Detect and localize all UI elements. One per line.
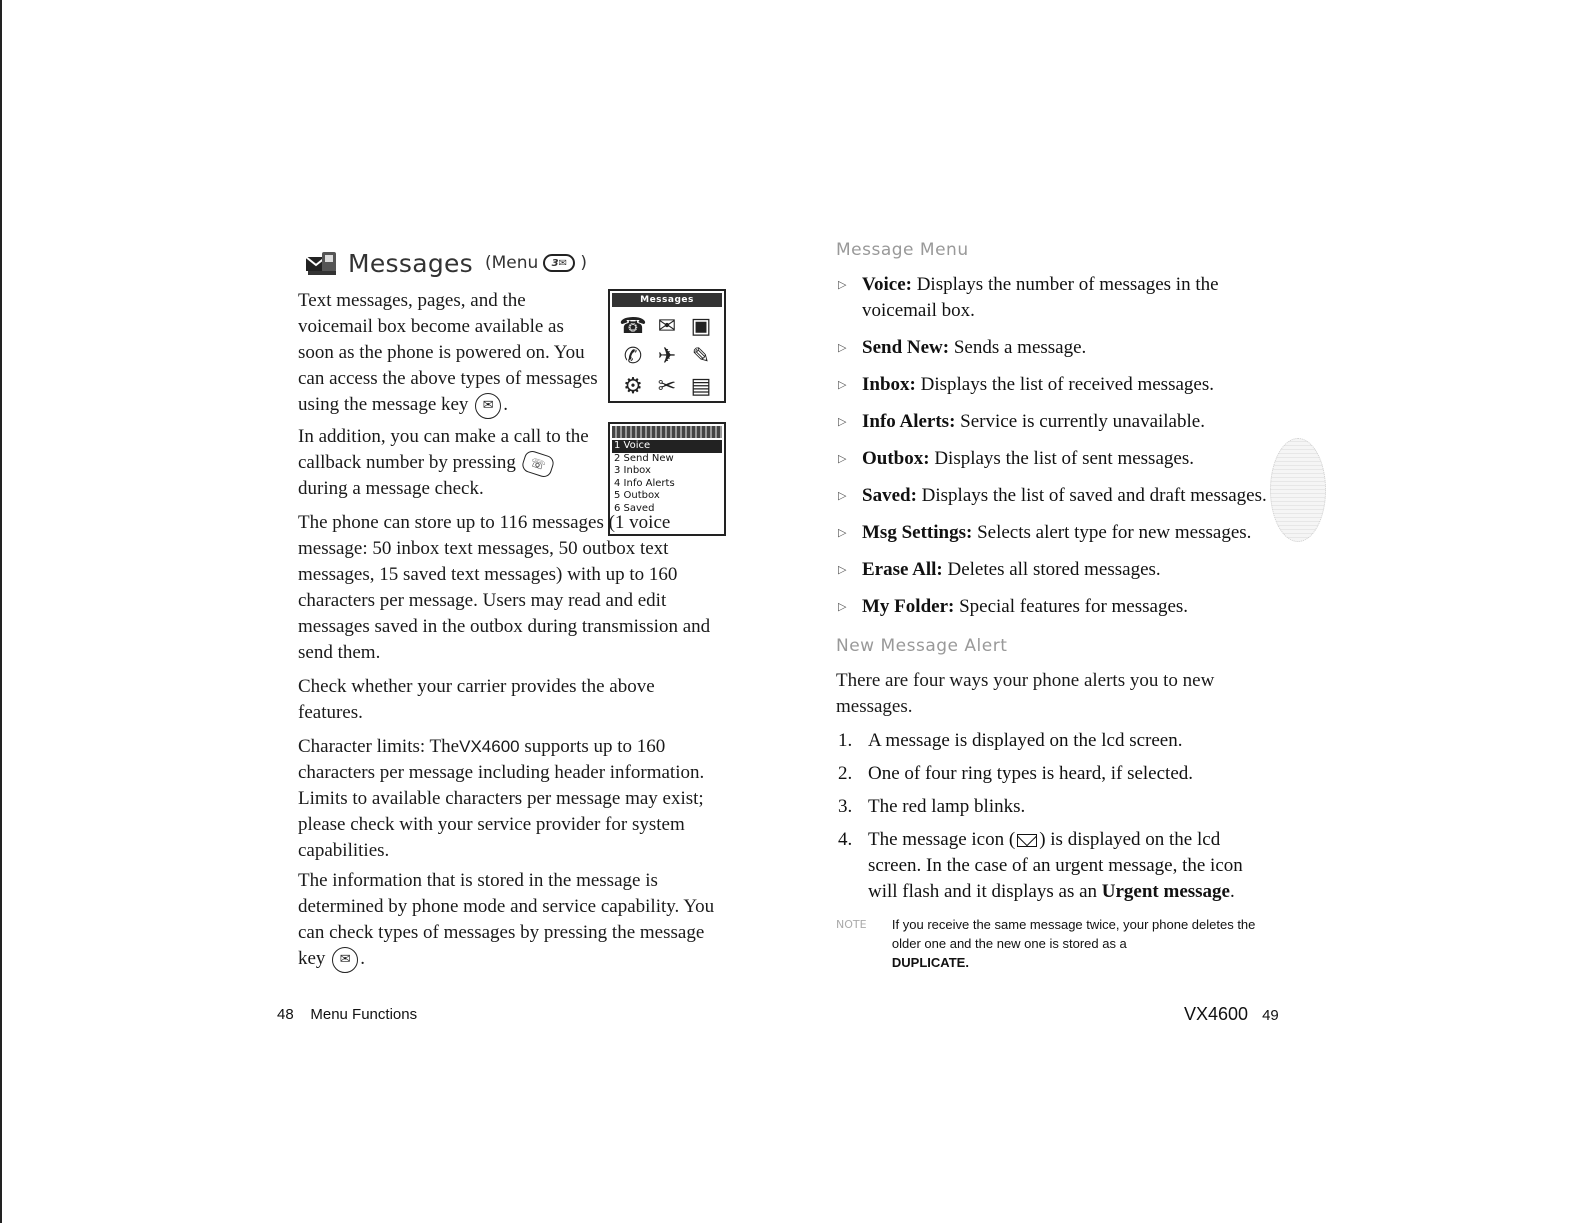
model-name: VX4600 — [1184, 1004, 1249, 1024]
page-number: 48 — [277, 1006, 294, 1023]
phone-screen-messages-grid — [608, 289, 726, 403]
list-item: ▷ Saved: Displays the list of saved and draft messages. — [836, 483, 1276, 509]
list-item: ▷ Outbox: Displays the list of sent messages. — [836, 446, 1276, 472]
right-page — [836, 240, 1276, 972]
list-item: 3. The red lamp blinks. — [838, 796, 1026, 817]
voice-icon: ☎ — [619, 313, 647, 338]
page-edge — [0, 0, 2, 1223]
list-item: ▷ Inbox: Displays the list of received messages. — [836, 372, 1276, 398]
model-name: VX4600 — [459, 737, 520, 756]
saved-icon: ✎ — [691, 343, 711, 368]
list-item: ▷ Erase All: Deletes all stored messages. — [836, 557, 1276, 583]
paragraph-char-limits: Character limits: TheVX4600 supports up to 160 characters per message including header information. Limits to available characters per message may exist; please check with your service provider for system capabilities. — [298, 736, 705, 861]
screen-icon-grid — [610, 309, 724, 403]
list-item: ▷ Send New: Sends a message. — [836, 335, 1276, 361]
triangle-bullet-icon: ▷ — [838, 527, 847, 539]
list-item: ▷ Info Alerts: Service is currently unavailable. — [836, 409, 1276, 435]
footer-left — [277, 1006, 417, 1023]
triangle-bullet-icon: ▷ — [838, 564, 847, 576]
title-menu — [485, 253, 587, 273]
menu-key-number: 3 — [551, 257, 559, 269]
screen-menu-item: 5 Outbox — [614, 490, 660, 501]
triangle-bullet-icon: ▷ — [838, 453, 847, 465]
screen-menu-item: 1 Voice — [612, 440, 722, 453]
screen-menu-item: 2 Send New — [614, 452, 674, 464]
list-item: ▷ Voice: Displays the number of messages in the voicemail box. — [838, 274, 1219, 321]
folder-icon: ▤ — [690, 373, 712, 398]
note — [836, 915, 1276, 972]
paragraph-info: The information that is stored in the message is determined by phone mode and service capability. You can check types of messages by pressing the message key ✉ . — [298, 868, 728, 973]
screen-menu-item: 3 Inbox — [614, 465, 651, 476]
send-new-icon: ✉ — [657, 313, 677, 338]
screen-menu-item: 4 Info Alerts — [614, 477, 675, 489]
info-alerts-icon: ✆ — [623, 343, 643, 368]
triangle-bullet-icon: ▷ — [838, 490, 847, 502]
menu-key-icon: 3 ✉ — [543, 254, 575, 272]
paragraph-callback: In addition, you can make a call to the callback number by pressing ☏ during a message check. — [298, 426, 589, 499]
list-item: ▷ My Folder: Special features for messages. — [836, 594, 1276, 620]
paragraph-carrier: Check whether your carrier provides the above features. — [298, 676, 655, 723]
screen-header: Messages — [612, 293, 722, 307]
envelope-icon — [1017, 834, 1037, 847]
list-item: ▷ Msg Settings: Selects alert type for new messages. — [836, 520, 1276, 546]
message-key-icon: ✉ — [475, 393, 501, 419]
erase-icon: ✂ — [657, 373, 677, 398]
page-number: 49 — [1262, 1007, 1279, 1024]
list-item: 4. The message icon ( ) is displayed on the lcd screen. In the case of an urgent message, the icon will flash and it displays as an Urgent message. — [838, 829, 1243, 902]
message-menu-list — [836, 272, 1276, 620]
list-item: 2. One of four ring types is heard, if selected. — [838, 763, 1194, 784]
triangle-bullet-icon: ▷ — [838, 379, 847, 391]
title-text: Messages — [348, 248, 473, 278]
messages-icon — [304, 249, 340, 277]
list-item: 1. A message is displayed on the lcd screen. — [838, 730, 1183, 751]
paragraph-storage: The phone can store up to 116 messages (1 voice message: 50 inbox text messages, 50 outbox text messages, 15 saved text messages) with up to 160 characters per message. Users may read and edit messages saved in the outbox during transmission and send them. — [298, 512, 711, 663]
triangle-bullet-icon: ▷ — [838, 416, 847, 428]
section-title-new-message-alert: New Message Alert — [836, 636, 1008, 656]
section-name: Menu Functions — [310, 1006, 418, 1023]
outbox-icon: ✈ — [657, 343, 677, 368]
alert-steps — [836, 728, 1276, 905]
binder-hole-mark — [1270, 438, 1326, 542]
section-title-message-menu: Message Menu — [836, 240, 969, 260]
triangle-bullet-icon: ▷ — [838, 601, 847, 613]
title-menu-suffix: ) — [580, 253, 587, 273]
screen-menu-list — [610, 440, 724, 515]
screen-header-bar — [612, 426, 722, 438]
note-label: NOTE — [836, 918, 867, 931]
page-title — [304, 246, 587, 280]
triangle-bullet-icon: ▷ — [838, 342, 847, 354]
alert-intro: There are four ways your phone alerts you to new messages. — [836, 670, 1215, 717]
screen-menu-item: 6 Saved — [614, 502, 655, 514]
note-text: If you receive the same message twice, your phone deletes the older one and the new one is stored as a DUPLICATE. — [891, 917, 1256, 970]
inbox-icon: ▣ — [690, 313, 712, 338]
settings-icon: ⚙ — [623, 373, 643, 398]
footer-right — [1184, 1004, 1279, 1025]
triangle-bullet-icon: ▷ — [838, 279, 847, 291]
send-key-icon: ☏ — [520, 449, 555, 479]
message-key-icon: ✉ — [332, 947, 358, 973]
paragraph-intro: Text messages, pages, and the voicemail box become available as soon as the phone is powered on. You can access the above types of messages using the message key ✉ . — [298, 288, 598, 419]
title-menu-prefix: (Menu — [485, 253, 539, 273]
